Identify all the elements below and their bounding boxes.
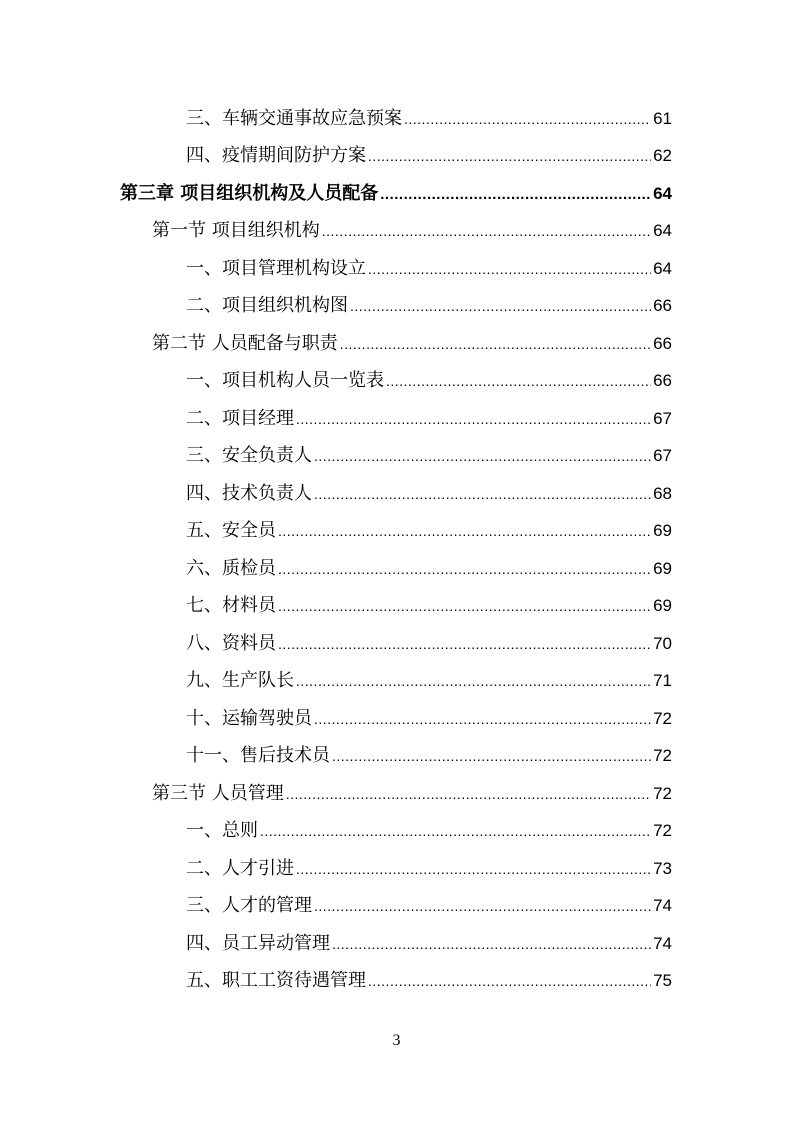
toc-entry[interactable] — [186, 816, 672, 846]
dot-leader — [296, 666, 651, 696]
toc-entry-title: 三、车辆交通事故应急预案 — [186, 108, 402, 129]
toc-entry[interactable] — [186, 629, 672, 659]
dot-leader — [322, 216, 651, 246]
dot-leader — [278, 554, 651, 584]
toc-entry-title: 十一、售后技术员 — [186, 745, 330, 766]
dot-leader — [332, 741, 651, 771]
toc-entry-page: 66 — [653, 296, 672, 315]
toc-entry[interactable] — [186, 104, 672, 134]
toc-entry-page: 64 — [653, 221, 672, 240]
toc-entry-page: 70 — [653, 634, 672, 653]
toc-entry-title: 二、项目组织机构图 — [186, 295, 348, 316]
toc-entry-title: 三、安全负责人 — [186, 445, 312, 466]
toc-entry-page: 72 — [653, 784, 672, 803]
toc-entry-page: 74 — [653, 934, 672, 953]
toc-entry-title: 四、员工异动管理 — [186, 933, 330, 954]
toc-entry-page: 67 — [653, 409, 672, 428]
dot-leader — [314, 891, 651, 921]
dot-leader — [314, 479, 651, 509]
toc-entry[interactable] — [186, 516, 672, 546]
dot-leader — [278, 629, 651, 659]
page-number: 3 — [392, 1032, 401, 1049]
toc-entry-title: 第一节 项目组织机构 — [152, 220, 320, 241]
toc-entry-title: 二、项目经理 — [186, 408, 294, 429]
toc-entry-title: 第二节 人员配备与职责 — [152, 333, 338, 354]
toc-entry-title: 六、质检员 — [186, 558, 276, 579]
toc-entry[interactable] — [186, 741, 672, 771]
toc-entry-title: 九、生产队长 — [186, 670, 294, 691]
toc-entry[interactable] — [186, 966, 672, 996]
toc-entry-page: 69 — [653, 559, 672, 578]
toc-entry-page: 64 — [653, 184, 672, 203]
toc-entry-page: 69 — [653, 521, 672, 540]
toc-entry-title: 五、安全员 — [186, 520, 276, 541]
dot-leader — [404, 104, 651, 134]
toc-entry[interactable] — [186, 366, 672, 396]
toc-entry[interactable] — [186, 891, 672, 921]
toc-entry-title: 三、人才的管理 — [186, 895, 312, 916]
toc-entry-page: 72 — [653, 821, 672, 840]
toc-entry-page: 62 — [653, 146, 672, 165]
toc-entry-title: 第三节 人员管理 — [152, 783, 284, 804]
toc-entry[interactable] — [186, 291, 672, 321]
dot-leader — [368, 141, 651, 171]
toc-entry[interactable] — [186, 929, 672, 959]
toc-section-entry[interactable] — [152, 216, 672, 246]
toc-entry-title: 八、资料员 — [186, 633, 276, 654]
dot-leader — [380, 180, 651, 210]
toc-entry-title: 七、材料员 — [186, 595, 276, 616]
dot-leader — [296, 854, 651, 884]
toc-entry-title: 五、职工工资待遇管理 — [186, 970, 366, 991]
dot-leader — [278, 591, 651, 621]
toc-section-entry[interactable] — [152, 329, 672, 359]
toc-entry[interactable] — [186, 854, 672, 884]
toc-chapter-entry[interactable] — [120, 179, 672, 209]
toc-entry-page: 72 — [653, 746, 672, 765]
toc-entry-page: 71 — [653, 671, 672, 690]
dot-leader — [314, 441, 651, 471]
toc-entry-title: 一、总则 — [186, 820, 258, 841]
toc-entry-title: 四、技术负责人 — [186, 483, 312, 504]
dot-leader — [286, 779, 651, 809]
toc-entry-page: 73 — [653, 859, 672, 878]
dot-leader — [386, 366, 651, 396]
toc-entry-page: 66 — [653, 371, 672, 390]
toc-entry[interactable] — [186, 404, 672, 434]
toc-entry-title: 四、疫情期间防护方案 — [186, 145, 366, 166]
toc-entry-title: 一、项目机构人员一览表 — [186, 370, 384, 391]
dot-leader — [340, 329, 651, 359]
dot-leader — [278, 516, 651, 546]
toc-entry[interactable] — [186, 704, 672, 734]
toc-entry-page: 67 — [653, 446, 672, 465]
toc-entry-title: 第三章 项目组织机构及人员配备 — [120, 183, 379, 204]
toc-entry-title: 十、运输驾驶员 — [186, 708, 312, 729]
toc-entry-page: 72 — [653, 709, 672, 728]
toc-entry[interactable] — [186, 591, 672, 621]
toc-entry-page: 61 — [653, 109, 672, 128]
toc-entry[interactable] — [186, 441, 672, 471]
toc-section-entry[interactable] — [152, 779, 672, 809]
dot-leader — [368, 254, 651, 284]
dot-leader — [368, 966, 651, 996]
toc-entry[interactable] — [186, 141, 672, 171]
toc-entry-title: 二、人才引进 — [186, 858, 294, 879]
toc-entry-page: 69 — [653, 596, 672, 615]
dot-leader — [314, 704, 651, 734]
toc-entry-page: 68 — [653, 484, 672, 503]
dot-leader — [260, 816, 651, 846]
toc-entry[interactable] — [186, 554, 672, 584]
toc-entry-page: 74 — [653, 896, 672, 915]
dot-leader — [296, 404, 651, 434]
toc-entry-page: 66 — [653, 334, 672, 353]
dot-leader — [350, 291, 651, 321]
toc-entry-page: 64 — [653, 259, 672, 278]
toc-entry-title: 一、项目管理机构设立 — [186, 258, 366, 279]
toc-entry-page: 75 — [653, 971, 672, 990]
dot-leader — [332, 929, 651, 959]
toc-entry[interactable] — [186, 666, 672, 696]
toc-entry[interactable] — [186, 254, 672, 284]
toc-entry[interactable] — [186, 479, 672, 509]
